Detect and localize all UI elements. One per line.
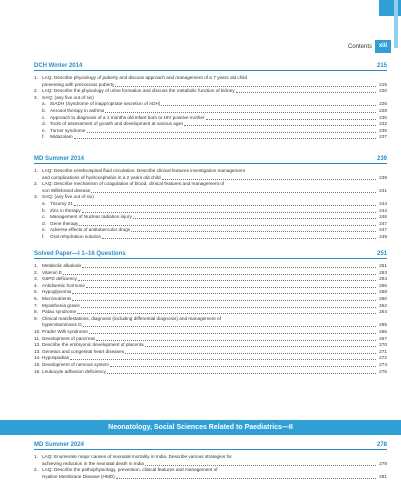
toc-index: 2.: [34, 269, 38, 275]
toc-entry[interactable]: [34, 221, 387, 228]
section-header: [34, 61, 387, 71]
toc-index: e.: [42, 227, 46, 233]
toc-index: 12.: [34, 342, 41, 348]
toc-entry[interactable]: [34, 134, 387, 141]
section-page: 215: [376, 63, 387, 69]
toc-line: [34, 175, 387, 182]
leader-dots: [145, 465, 376, 466]
leader-dots: [125, 353, 376, 354]
toc-line: [34, 115, 387, 122]
toc-entry[interactable]: [34, 115, 387, 122]
toc-index: a.: [42, 200, 46, 206]
toc-entry[interactable]: [34, 201, 387, 208]
toc-entry[interactable]: [34, 168, 387, 181]
toc-index: b.: [42, 107, 46, 113]
toc-entry[interactable]: [34, 296, 387, 303]
toc-line: [34, 309, 387, 316]
toc-page: 274: [379, 361, 387, 367]
toc-text: Patau syndrome: [42, 309, 77, 315]
toc-line: [34, 221, 387, 228]
toc-line: [34, 121, 387, 128]
toc-page: 220: [379, 88, 387, 94]
toc-text: LAQ: Enumerate major causes of neonatal mortality in India. Describe various strategies for: [42, 454, 232, 459]
toc-page: 262: [379, 302, 387, 308]
toc-text: SIADH (Syndrome of inappropriate secretion of ADH): [50, 101, 161, 107]
toc-text: hypervitaminosis D: [42, 322, 82, 328]
toc-index: 2.: [34, 467, 38, 473]
toc-text: Prader Willi syndrome: [42, 328, 88, 334]
toc-text: and complications of hydrocephalus in a 2 years old child: [42, 174, 161, 180]
toc-text: achieving reduction in the neonatal death in India: [42, 460, 144, 466]
toc-text: presenting with precocious puberty: [42, 81, 115, 87]
page-number-badge: xiii: [375, 40, 391, 53]
toc-text: Oral rehydration solution: [50, 233, 102, 239]
toc-page: 247: [379, 227, 387, 233]
toc-index: 13.: [34, 348, 41, 354]
section-title[interactable]: MD Summer 2024: [34, 442, 85, 448]
leader-dots: [162, 179, 376, 180]
leader-dots: [107, 373, 376, 374]
toc-entry[interactable]: [34, 234, 387, 241]
leader-dots: [184, 125, 376, 126]
toc-entry[interactable]: [34, 349, 387, 356]
section-header: [34, 154, 387, 164]
leader-dots: [72, 300, 376, 301]
toc-page: 256: [379, 282, 387, 288]
section-items: [34, 263, 387, 375]
toc-line: [34, 276, 387, 283]
leader-dots: [116, 478, 376, 479]
leader-dots: [131, 231, 376, 232]
toc-page: 230: [379, 114, 387, 120]
toc-index: b.: [42, 207, 46, 213]
toc-line: [34, 263, 387, 270]
toc-entry[interactable]: [34, 263, 387, 270]
toc-index: 9.: [34, 315, 38, 321]
toc-index: d.: [42, 220, 46, 226]
toc-line: [34, 369, 387, 376]
toc-page: 260: [379, 295, 387, 301]
toc-line: [34, 95, 387, 102]
section-items: [34, 168, 387, 241]
leader-dots: [206, 119, 376, 120]
toc-line: [34, 342, 387, 349]
toc-index: 1.: [34, 168, 38, 173]
toc-text: Micronutrients: [42, 295, 72, 301]
toc-line: [34, 194, 387, 201]
toc-line: [34, 88, 387, 95]
toc-text: LAQ: Describe mechanism of coagulation of blood, clinical features and management of: [42, 181, 225, 187]
toc-line: [34, 303, 387, 310]
toc-line: [34, 461, 387, 468]
toc-page: 272: [379, 355, 387, 361]
toc-entry[interactable]: [34, 101, 387, 108]
section-page: 278: [376, 442, 387, 448]
toc-line: [34, 316, 387, 323]
toc-entry[interactable]: [34, 194, 387, 201]
toc-entry[interactable]: [34, 336, 387, 343]
leader-dots: [133, 218, 376, 219]
toc-page: 258: [379, 289, 387, 295]
toc-entry[interactable]: [34, 467, 387, 480]
toc-entry[interactable]: [34, 276, 387, 283]
leader-dots: [105, 112, 376, 113]
toc-line: [34, 188, 387, 195]
section-title[interactable]: DCH Winter 2014: [34, 63, 83, 69]
toc-text: Describe the embryonic development of placenta: [42, 342, 144, 348]
toc-text: Trisomy 21: [50, 200, 74, 206]
toc-index: 10.: [34, 328, 41, 334]
toc-index: 3.: [34, 94, 38, 100]
toc-text: von Willebrand disease: [42, 187, 91, 193]
toc-line: [34, 283, 387, 290]
toc-page: 254: [379, 276, 387, 282]
toc-text: Development of pancreas: [42, 335, 96, 341]
toc-line: [34, 201, 387, 208]
toc-line: [34, 270, 387, 277]
toc-index: a.: [42, 101, 46, 107]
toc-page: 244: [379, 200, 387, 206]
toc-index: e.: [42, 127, 46, 133]
chapter-banner: Neonatology, Social Sciences Related to Paediatrics—II: [0, 420, 401, 435]
leader-dots: [102, 238, 376, 239]
toc-entry[interactable]: [34, 355, 387, 362]
toc-line: [34, 474, 387, 481]
toc-entry[interactable]: [34, 316, 387, 329]
toc-entry[interactable]: [34, 227, 387, 234]
section-solved-paper-1: [34, 249, 387, 375]
section-md-summer-2014: [34, 154, 387, 241]
leader-dots: [63, 274, 376, 275]
leader-dots: [77, 313, 376, 314]
toc-text: Turner syndrome: [50, 127, 86, 133]
toc-page: 228: [379, 107, 387, 113]
toc-entry[interactable]: [34, 128, 387, 135]
leader-dots: [82, 212, 376, 213]
toc-text: Leukocyte adhesion deficiency: [42, 368, 106, 374]
leader-dots: [96, 340, 376, 341]
toc-line: [34, 296, 387, 303]
toc-page: 251: [379, 263, 387, 268]
toc-line: [34, 362, 387, 369]
toc-index: 14.: [34, 355, 41, 361]
toc-text: G6PD deficiency: [42, 276, 77, 282]
toc-index: d.: [42, 121, 46, 127]
toc-index: 16.: [34, 368, 41, 374]
toc-page: 281: [379, 473, 387, 479]
toc-index: 15.: [34, 361, 41, 367]
toc-page: 226: [379, 101, 387, 107]
toc-page: 246: [379, 214, 387, 220]
toc-index: 7.: [34, 302, 38, 308]
toc-line: [34, 108, 387, 115]
toc-entry[interactable]: [34, 181, 387, 194]
toc-line: [34, 467, 387, 474]
toc-line: [34, 454, 387, 461]
toc-index: 11.: [34, 335, 41, 341]
toc-text: Midazolam: [50, 134, 73, 140]
toc-text: SAQ: (any five out of six): [42, 94, 94, 100]
leader-dots: [78, 280, 376, 281]
toc-line: [34, 168, 387, 175]
toc-text: LAQ: Describe the physiology of urine formation and discuss the metabolic function of kidney: [42, 88, 235, 94]
toc-index: c.: [42, 114, 46, 120]
toc-index: f.: [42, 233, 45, 239]
toc-index: f.: [42, 134, 45, 140]
leader-dots: [86, 287, 376, 288]
leader-dots: [81, 307, 376, 308]
toc-text: LAQ: Describe the pathophysiology, prevention, clinical features and management of: [42, 467, 218, 473]
toc-page: 244: [379, 207, 387, 213]
toc-entry[interactable]: [34, 283, 387, 290]
leader-dots: [72, 293, 376, 294]
toc-text: Antidiuretic hormone: [42, 282, 85, 288]
toc-entry[interactable]: [34, 95, 387, 102]
toc-line: [34, 134, 387, 141]
toc-text: Hypospadias: [42, 355, 70, 361]
toc-text: SAQ: (any five out of six): [42, 194, 94, 200]
toc-entry[interactable]: [34, 75, 387, 88]
leader-dots: [89, 333, 376, 334]
toc-index: 3.: [34, 276, 38, 282]
toc-page: 264: [379, 309, 387, 315]
section-header: [34, 249, 387, 259]
toc-text: Aerosol therapy in asthma: [50, 107, 105, 113]
toc-text: Hyaline Membrane Disease (HMD): [42, 473, 115, 479]
toc-line: [34, 336, 387, 343]
toc-line: [34, 214, 387, 221]
toc-page: 232: [379, 121, 387, 127]
leader-dots: [74, 138, 376, 139]
leader-dots: [70, 359, 376, 360]
toc-line: [34, 181, 387, 188]
toc-line: [34, 322, 387, 329]
toc-entry[interactable]: [34, 309, 387, 316]
section-header: [34, 440, 387, 450]
toc-line: [34, 289, 387, 296]
section-title[interactable]: Solved Paper—I 1–16 Questions: [34, 251, 126, 257]
toc-page: 239: [379, 174, 387, 180]
toc-entry[interactable]: [34, 303, 387, 310]
toc-page: 278: [379, 460, 387, 466]
toc-line: [34, 355, 387, 362]
toc-page: 235: [379, 127, 387, 133]
toc-text: Development of nervous system: [42, 361, 109, 367]
toc-index: 2.: [34, 181, 38, 187]
toc-text: Zinc in therapy: [50, 207, 81, 213]
leader-dots: [87, 132, 376, 133]
toc-text: Approach to diagnosis of a 1 months old infant born to HIV positive mother: [50, 114, 205, 120]
leader-dots: [79, 225, 376, 226]
leader-dots: [236, 92, 376, 93]
section-md-summer-2024: [34, 440, 387, 480]
toc-index: 5.: [34, 289, 38, 295]
toc-text: Metabolic alkalosis: [42, 263, 82, 268]
leader-dots: [91, 192, 376, 193]
toc-page: 253: [379, 269, 387, 275]
toc-index: 1.: [34, 263, 38, 268]
toc-entry[interactable]: [34, 329, 387, 336]
toc-index: c.: [42, 214, 46, 220]
leader-dots: [82, 267, 376, 268]
toc-line: [34, 75, 387, 82]
section-dch-winter-2014: [34, 61, 387, 141]
toc-text: Adverse effects of antituberculor drugs: [50, 227, 131, 233]
toc-line: [34, 208, 387, 215]
toc-text: Gene therapy: [50, 220, 79, 226]
toc-entry[interactable]: [34, 362, 387, 369]
toc-entry[interactable]: [34, 369, 387, 376]
leader-dots: [161, 105, 376, 106]
toc-page: 237: [379, 134, 387, 140]
toc-text: Clinical manifestations, diagnosis (including differential diagnosis) and management of: [42, 315, 221, 321]
toc-text: LAQ: Describe physiology of puberty and discuss approach and management of a 7 years old child: [42, 75, 248, 80]
toc-page: 270: [379, 342, 387, 348]
toc-entry[interactable]: [34, 214, 387, 221]
section-items: [34, 75, 387, 141]
toc-index: 6.: [34, 295, 38, 301]
leader-dots: [115, 86, 376, 87]
toc-line: [34, 82, 387, 89]
toc-entry[interactable]: [34, 342, 387, 349]
toc-text: Hypoglycemia: [42, 289, 72, 295]
toc-page: 249: [379, 233, 387, 239]
toc-page: 247: [379, 220, 387, 226]
toc-page: 267: [379, 335, 387, 341]
toc-entry[interactable]: [34, 454, 387, 467]
toc-line: [34, 349, 387, 356]
section-page: 239: [376, 156, 387, 162]
toc-entry[interactable]: [34, 108, 387, 115]
toc-text: Vitamin E: [42, 269, 62, 275]
leader-dots: [83, 326, 376, 327]
leader-dots: [145, 346, 376, 347]
toc-index: 8.: [34, 309, 38, 315]
toc-entry[interactable]: [34, 88, 387, 95]
toc-page: 265: [379, 322, 387, 328]
toc-index: 4.: [34, 282, 38, 288]
toc-index: 2.: [34, 88, 38, 94]
toc-index: 3.: [34, 194, 38, 200]
toc-entry[interactable]: [34, 208, 387, 215]
toc-text: Myasthenia gravis: [42, 302, 80, 308]
toc-text: Management of Nuclear radiation injury: [50, 214, 132, 220]
section-page: 251: [376, 251, 387, 257]
toc-line: [34, 227, 387, 234]
toc-entry[interactable]: [34, 270, 387, 277]
toc-index: 1.: [34, 454, 38, 459]
toc-page: 241: [379, 187, 387, 193]
toc-page: 215: [379, 81, 387, 87]
toc-text: LAQ: Describe cerebrospinal fluid circulation. Describe clinical features investigation management: [42, 168, 245, 173]
toc-text: Genetics and congenital heart diseases: [42, 348, 125, 354]
toc-page: 266: [379, 328, 387, 334]
toc-entry[interactable]: [34, 289, 387, 296]
toc-line: [34, 128, 387, 135]
leader-dots: [110, 366, 376, 367]
toc-entry[interactable]: [34, 121, 387, 128]
toc-line: [34, 329, 387, 336]
toc-text: Tools of assessment of growth and development at various ages: [50, 121, 184, 127]
toc-index: 1.: [34, 75, 38, 80]
leader-dots: [74, 205, 376, 206]
toc-page: 271: [379, 348, 387, 354]
toc-line: [34, 234, 387, 241]
toc-page: 276: [379, 368, 387, 374]
contents-label: Contents: [347, 44, 372, 50]
section-title[interactable]: MD Summer 2014: [34, 156, 85, 162]
section-items: [34, 454, 387, 480]
toc-line: [34, 101, 387, 108]
